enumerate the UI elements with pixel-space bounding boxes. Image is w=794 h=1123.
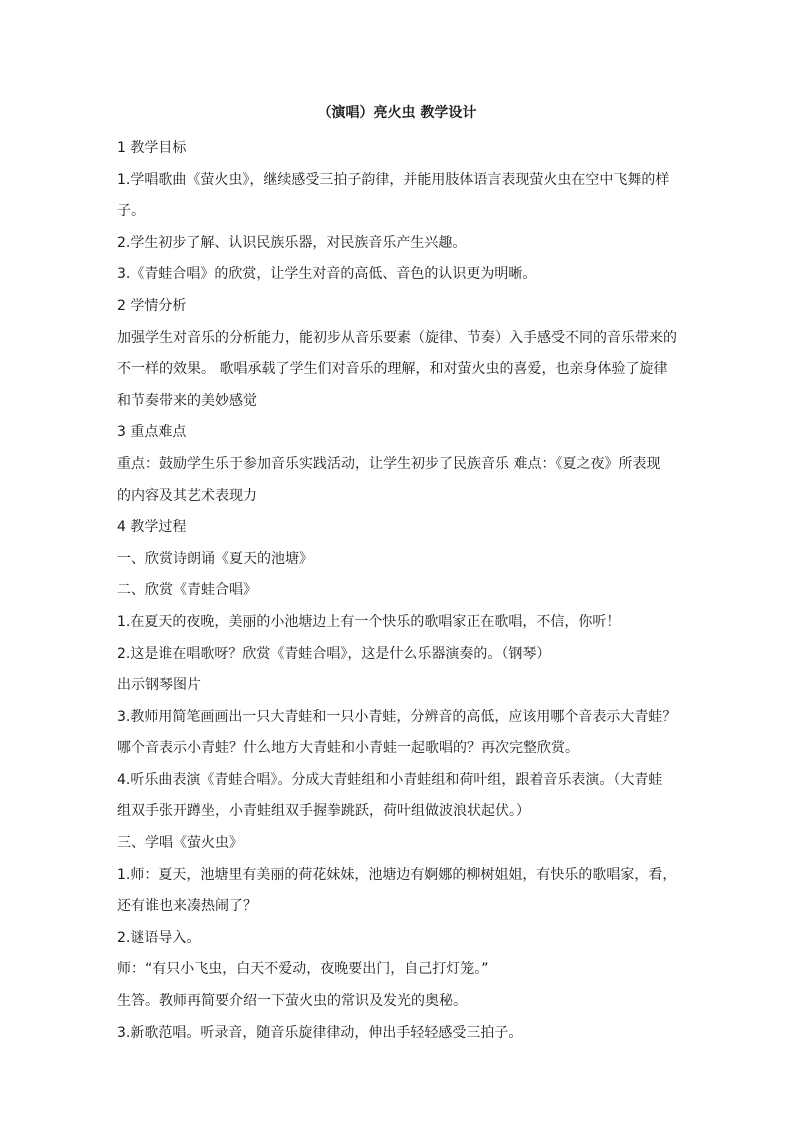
text-line: 一、欣赏诗朗诵《夏天的池塘》: [117, 550, 313, 567]
text-line: 组双手张开蹲坐，小青蛙组双手握拳跳跃，荷叶组做波浪状起伏。）: [117, 803, 530, 820]
text-line: 1.在夏天的夜晚，美丽的小池塘边上有一个快乐的歌唱家正在歌唱，不信，你听！: [117, 613, 621, 630]
text-line: 2.学生初步了解、认识民族乐器，对民族音乐产生兴趣。: [117, 234, 467, 251]
text-line: 不一样的效果。 歌唱承载了学生们对音乐的理解，和对萤火虫的喜爱，也亲身体验了旋律: [117, 361, 668, 378]
document-title: （演唱）亮火虫 教学设计: [317, 105, 477, 121]
text-line: 二、欣赏《青蛙合唱》: [117, 582, 257, 599]
text-line: 4 教学过程: [117, 519, 187, 536]
text-line: 师：“有只小飞虫，白天不爱动，夜晚要出门，自己打灯笼。”: [117, 961, 489, 978]
text-line: 出示钢琴图片: [117, 677, 201, 694]
text-line: 3.教师用简笔画画出一只大青蛙和一只小青蛙，分辨音的高低，应该用哪个音表示大青蛙？: [117, 708, 677, 725]
text-line: 加强学生对音乐的分析能力，能初步从音乐要素（旋律、节奏）入手感受不同的音乐带来的: [117, 329, 677, 346]
document-body: [117, 133, 677, 1049]
text-line: 三、学唱《萤火虫》: [117, 835, 243, 852]
text-line: 1.师：夏天，池塘里有美丽的荷花妹妹，池塘边有婀娜的柳树姐姐，有快乐的歌唱家，看，: [117, 866, 677, 883]
text-line: 还有谁也来凑热闹了？: [117, 898, 257, 915]
text-line: 1 教学目标: [117, 140, 187, 156]
text-line: 哪个音表示小青蛙？什么地方大青蛙和小青蛙一起歌唱的？再次完整欣赏。: [117, 740, 579, 757]
text-line: 3 重点难点: [117, 424, 187, 441]
text-line: 生答。教师再简要介绍一下萤火虫的常识及发光的奥秘。: [117, 993, 467, 1010]
text-line: 1.学唱歌曲《萤火虫》，继续感受三拍子韵律，并能用肢体语言表现萤火虫在空中飞舞的样: [117, 171, 670, 188]
text-line: 2 学情分析: [117, 297, 187, 314]
text-line: 和节奏带来的美妙感觉: [117, 392, 257, 409]
text-line: 3.《青蛙合唱》的欣赏，让学生对音的高低、音色的认识更为明晰。: [117, 266, 537, 283]
text-line: 2.谜语导入。: [117, 929, 201, 946]
text-line: 重点：鼓励学生乐于参加音乐实践活动，让学生初步了民族音乐 难点：《夏之夜》所表现: [117, 455, 661, 472]
text-line: 4.听乐曲表演《青蛙合唱》。分成大青蛙组和小青蛙组和荷叶组，跟着音乐表演。（大青蛙: [117, 771, 663, 788]
text-line: 的内容及其艺术表现力: [117, 487, 257, 504]
text-line: 子。: [117, 203, 145, 220]
text-line: 2.这是谁在唱歌呀？欣赏《青蛙合唱》，这是什么乐器演奏的。（钢琴）: [117, 645, 551, 662]
text-line: 3.新歌范唱。听录音，随音乐旋律律动，伸出手轻轻感受三拍子。: [117, 1024, 523, 1041]
